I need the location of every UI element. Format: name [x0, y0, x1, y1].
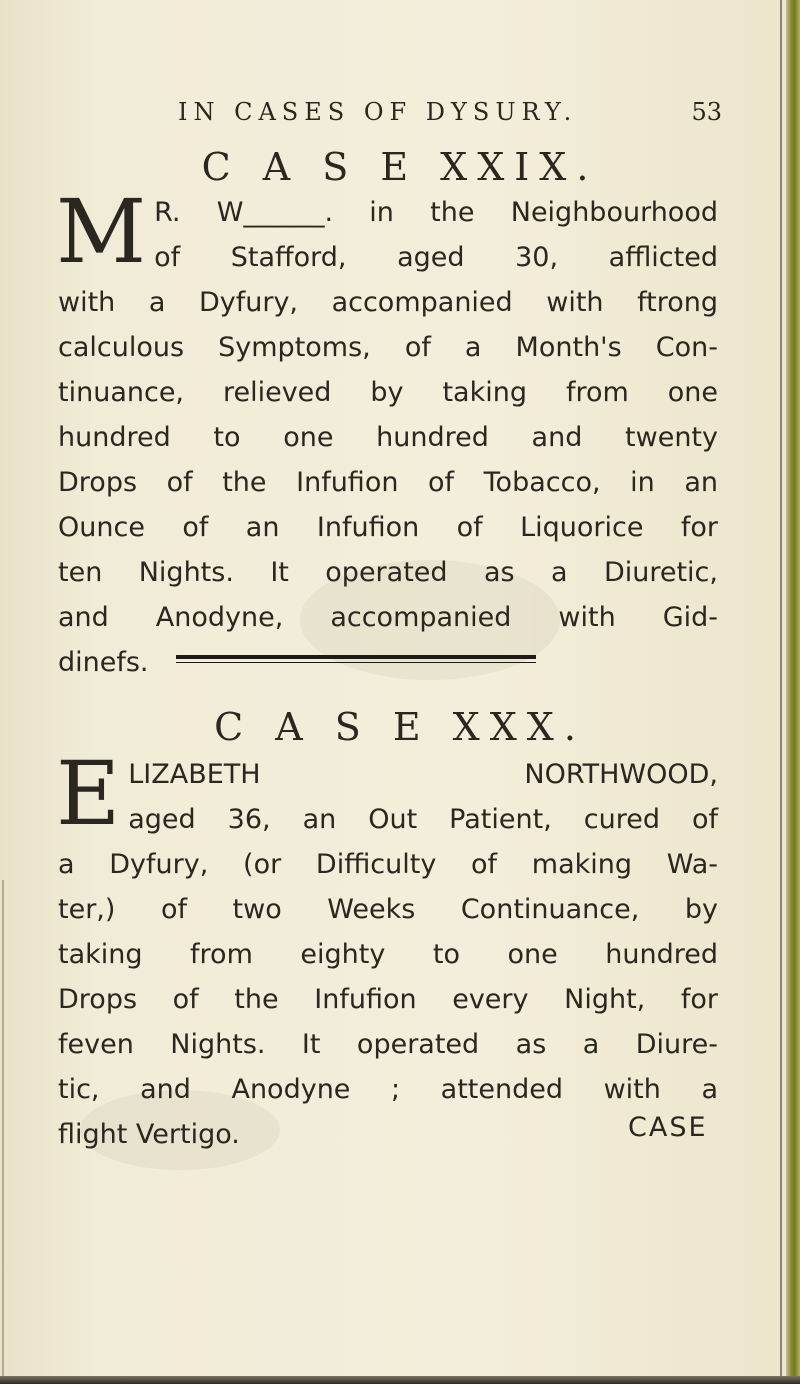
text-line: Ounce of an Infufion of Liquorice for: [58, 512, 718, 543]
text-line: taking from eighty to one hundred: [58, 939, 718, 970]
text-line: tic, and Anodyne ; attended with a: [58, 1074, 718, 1105]
text-line: LIZABETH NORTHWOOD,: [128, 759, 718, 790]
text-line: calculous Symptoms, of a Month's Con-: [58, 332, 718, 363]
text-line: of Stafford, aged 30, afflicted: [154, 242, 718, 273]
text-line: Drops of the Infufion of Tobacco, in an: [58, 467, 718, 498]
text-line: Drops of the Infufion every Night, for: [58, 984, 718, 1015]
section-divider: [176, 655, 536, 659]
text-line: ten Nights. It operated as a Diuretic,: [58, 557, 718, 588]
case-29-drop-cap: M: [56, 180, 147, 283]
text-line: and Anodyne, accompanied with Gid-: [58, 602, 718, 633]
text-line: a Dyfury, (or Difficulty of making Wa-: [58, 849, 718, 880]
catchword: CASE: [628, 1112, 708, 1143]
text-line: feven Nights. It operated as a Diure-: [58, 1029, 718, 1060]
page-bottom-edge: [0, 1376, 800, 1384]
text-line: hundred to one hundred and twenty: [58, 422, 718, 453]
text-line: aged 36, an Out Patient, cured of: [128, 804, 718, 835]
page-left-edge: [2, 880, 4, 1380]
case-30-text: [56, 742, 718, 1157]
text-line: R. W______. in the Neighbourhood: [154, 197, 718, 228]
case-29-text: [56, 180, 718, 685]
text-line: tinuance, relieved by taking from one: [58, 377, 718, 408]
page-number: 53: [691, 98, 722, 126]
text-line: flight Vertigo.: [58, 1119, 240, 1150]
text-line: dinefs.: [58, 647, 149, 678]
text-line: with a Dyfury, accompanied with ftrong: [58, 287, 718, 318]
case-30-drop-cap: E: [56, 742, 121, 845]
case-30-title: C A S E XXX.: [214, 705, 586, 749]
running-head-title: IN CASES OF DYSURY.: [178, 98, 578, 126]
section-divider-thin: [176, 662, 536, 663]
page-fold-line: [780, 0, 782, 1384]
text-line: ter,) of two Weeks Continuance, by: [58, 894, 718, 925]
book-cover-edge: [786, 0, 800, 1384]
case-29-title: C A S E XXIX.: [201, 145, 599, 189]
